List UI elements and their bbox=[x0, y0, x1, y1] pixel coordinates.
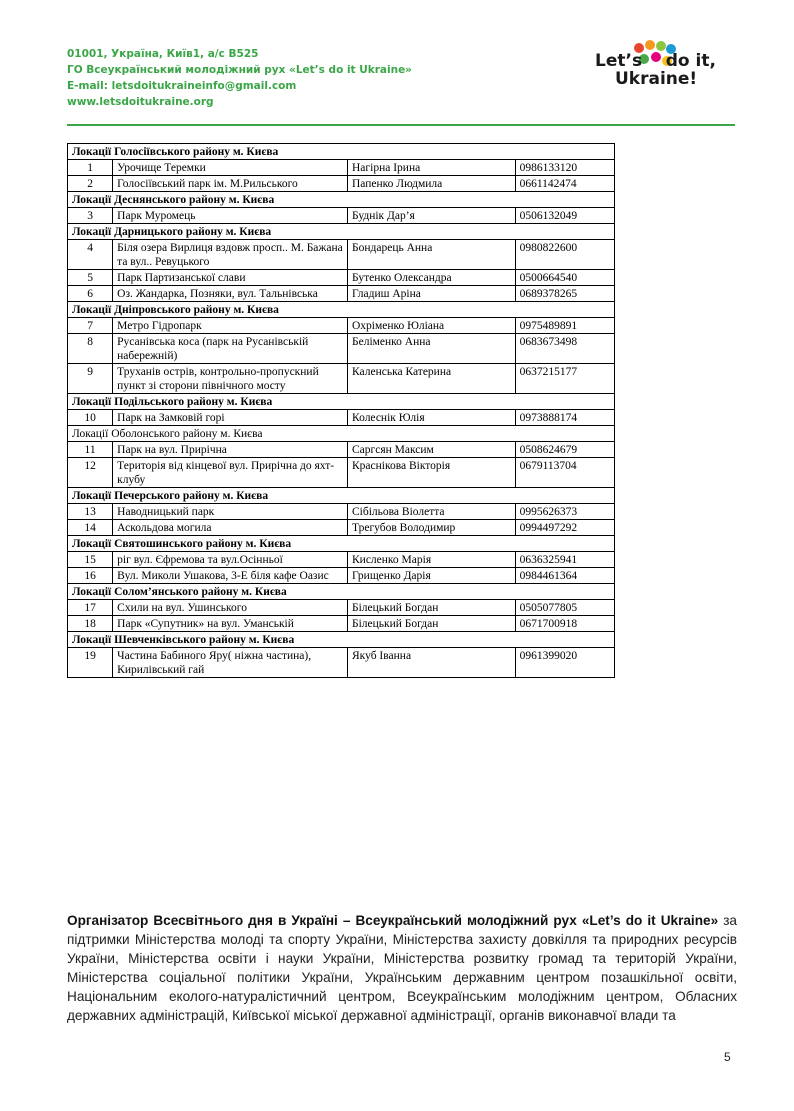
phone-cell: 0505077805 bbox=[515, 600, 614, 616]
coordinator-cell: Гладиш Аріна bbox=[348, 286, 516, 302]
row-number: 16 bbox=[68, 568, 113, 584]
location-cell: Оз. Жандарка, Позняки, вул. Тальнівська bbox=[113, 286, 348, 302]
address-line: 01001, Україна, Київ1, а/с В525 bbox=[67, 48, 259, 60]
location-cell: Голосіївський парк ім. М.Рильського bbox=[113, 176, 348, 192]
coordinator-cell: Бутенко Олександра bbox=[348, 270, 516, 286]
section-header-row bbox=[68, 632, 615, 648]
table-row bbox=[68, 318, 615, 334]
table-row bbox=[68, 270, 615, 286]
section-header-row bbox=[68, 144, 615, 160]
table-row bbox=[68, 568, 615, 584]
organizer-lead: Організатор Всесвітнього дня в Україні – Всеукраїнський молодіжний рух «Let’s do it Ukraine» bbox=[67, 913, 719, 928]
phone-cell: 0995626373 bbox=[515, 504, 614, 520]
organizer-body: за підтримки Міністерства молоді та спорту України, Міністерства захисту довкілля та природних ресурсів України, Міністерства освіти і науки України, Міністерства розвитку громад та територій України, Міністерства соціальної політики України, Українським державним центром позашкільної освіти, Національним еколого-натуралістичний центром, Всеукраїнським молодіжним центром, Обласних державних адміністрацій, Київської міської державної адміністрації, органів виконавчої влади та bbox=[67, 913, 737, 1023]
phone-cell: 0984461364 bbox=[515, 568, 614, 584]
phone-cell: 0994497292 bbox=[515, 520, 614, 536]
header-divider bbox=[67, 124, 735, 126]
coordinator-cell: Краснікова Вікторія bbox=[348, 458, 516, 488]
phone-cell: 0980822600 bbox=[515, 240, 614, 270]
table-row bbox=[68, 458, 615, 488]
phone-cell: 0679113704 bbox=[515, 458, 614, 488]
section-title: Локації Печерського району м. Києва bbox=[68, 488, 615, 504]
section-header-row bbox=[68, 536, 615, 552]
org-line: ГО Всеукраїнський молодіжний рух «Let’s do it Ukraine» bbox=[67, 64, 412, 76]
phone-cell: 0506132049 bbox=[515, 208, 614, 224]
location-cell: Аскольдова могила bbox=[113, 520, 348, 536]
row-number: 11 bbox=[68, 442, 113, 458]
section-header-row bbox=[68, 394, 615, 410]
location-cell: Біля озера Вирлиця вздовж просп.. М. Бажана та вул.. Ревуцького bbox=[113, 240, 348, 270]
logo-wordmark bbox=[595, 52, 716, 88]
coordinator-cell: Кисленко Марія bbox=[348, 552, 516, 568]
email-line[interactable]: E-mail: letsdoitukraineinfo@gmail.com bbox=[67, 80, 297, 92]
phone-cell: 0961399020 bbox=[515, 648, 614, 678]
location-cell: Парк на Замковій горі bbox=[113, 410, 348, 426]
phone-cell: 0975489891 bbox=[515, 318, 614, 334]
location-cell: Схили на вул. Ушинського bbox=[113, 600, 348, 616]
table-row bbox=[68, 552, 615, 568]
coordinator-cell: Папенко Людмила bbox=[348, 176, 516, 192]
section-title: Локації Святошинського району м. Києва bbox=[68, 536, 615, 552]
section-header-row bbox=[68, 426, 615, 442]
section-title: Локації Голосіївського району м. Києва bbox=[68, 144, 615, 160]
phone-cell: 0508624679 bbox=[515, 442, 614, 458]
table-row bbox=[68, 410, 615, 426]
table-row bbox=[68, 160, 615, 176]
letterhead bbox=[67, 46, 727, 116]
table-row bbox=[68, 208, 615, 224]
location-cell: Вул. Миколи Ушакова, 3-Е біля кафе Оазис bbox=[113, 568, 348, 584]
coordinator-cell: Бондарець Анна bbox=[348, 240, 516, 270]
table-row bbox=[68, 648, 615, 678]
location-cell: Парк Партизанської слави bbox=[113, 270, 348, 286]
table-row bbox=[68, 176, 615, 192]
phone-cell: 0986133120 bbox=[515, 160, 614, 176]
coordinator-cell: Охріменко Юліана bbox=[348, 318, 516, 334]
table-row bbox=[68, 334, 615, 364]
row-number: 10 bbox=[68, 410, 113, 426]
letterhead-contacts bbox=[67, 46, 412, 110]
phone-cell: 0671700918 bbox=[515, 616, 614, 632]
phone-cell: 0637215177 bbox=[515, 364, 614, 394]
table-row bbox=[68, 364, 615, 394]
coordinator-cell: Трегубов Володимир bbox=[348, 520, 516, 536]
location-cell: Наводницький парк bbox=[113, 504, 348, 520]
row-number: 19 bbox=[68, 648, 113, 678]
row-number: 1 bbox=[68, 160, 113, 176]
row-number: 15 bbox=[68, 552, 113, 568]
phone-cell: 0661142474 bbox=[515, 176, 614, 192]
section-header-row bbox=[68, 584, 615, 600]
coordinator-cell: Білецький Богдан bbox=[348, 616, 516, 632]
location-cell: Труханів острів, контрольно-пропускний пункт зі сторони північного мосту bbox=[113, 364, 348, 394]
coordinator-cell: Каленська Катерина bbox=[348, 364, 516, 394]
organizer-paragraph bbox=[67, 911, 737, 1025]
section-header-row bbox=[68, 192, 615, 208]
coordinator-cell: Беліменко Анна bbox=[348, 334, 516, 364]
phone-cell: 0973888174 bbox=[515, 410, 614, 426]
row-number: 6 bbox=[68, 286, 113, 302]
section-title: Локації Солом’янського району м. Києва bbox=[68, 584, 615, 600]
location-cell: Парк на вул. Прирічна bbox=[113, 442, 348, 458]
location-cell: Урочище Теремки bbox=[113, 160, 348, 176]
row-number: 5 bbox=[68, 270, 113, 286]
table-row bbox=[68, 240, 615, 270]
phone-cell: 0689378265 bbox=[515, 286, 614, 302]
page-number: 5 bbox=[724, 1050, 731, 1064]
section-title: Локації Дарницького району м. Києва bbox=[68, 224, 615, 240]
coordinator-cell: Якуб Іванна bbox=[348, 648, 516, 678]
lets-do-it-logo bbox=[595, 40, 727, 102]
row-number: 9 bbox=[68, 364, 113, 394]
section-header-row bbox=[68, 302, 615, 318]
location-cell: Метро Гідропарк bbox=[113, 318, 348, 334]
row-number: 13 bbox=[68, 504, 113, 520]
table-row bbox=[68, 616, 615, 632]
coordinator-cell: Колеснік Юлія bbox=[348, 410, 516, 426]
row-number: 4 bbox=[68, 240, 113, 270]
logo-line-1: Let’s do it, bbox=[595, 51, 716, 71]
location-cell: Русанівська коса (парк на Русанівській набережній) bbox=[113, 334, 348, 364]
phone-cell: 0636325941 bbox=[515, 552, 614, 568]
location-cell: Територія від кінцевої вул. Прирічна до яхт-клубу bbox=[113, 458, 348, 488]
locations-table bbox=[67, 143, 615, 678]
section-title: Локації Подільського району м. Києва bbox=[68, 394, 615, 410]
section-header-row bbox=[68, 488, 615, 504]
coordinator-cell: Грищенко Дарія bbox=[348, 568, 516, 584]
coordinator-cell: Сібільова Віолетта bbox=[348, 504, 516, 520]
coordinator-cell: Білецький Богдан bbox=[348, 600, 516, 616]
table-row bbox=[68, 600, 615, 616]
row-number: 7 bbox=[68, 318, 113, 334]
table-row bbox=[68, 504, 615, 520]
logo-line-2: Ukraine! bbox=[615, 69, 698, 89]
phone-cell: 0683673498 bbox=[515, 334, 614, 364]
table-row bbox=[68, 442, 615, 458]
coordinator-cell: Саргсян Максим bbox=[348, 442, 516, 458]
section-title: Локації Шевченківського району м. Києва bbox=[68, 632, 615, 648]
row-number: 8 bbox=[68, 334, 113, 364]
coordinator-cell: Буднік Дар’я bbox=[348, 208, 516, 224]
section-title: Локації Оболонського району м. Києва bbox=[68, 426, 615, 442]
phone-cell: 0500664540 bbox=[515, 270, 614, 286]
section-title: Локації Деснянського району м. Києва bbox=[68, 192, 615, 208]
location-cell: Парк Муромець bbox=[113, 208, 348, 224]
location-cell: Парк «Супутник» на вул. Уманській bbox=[113, 616, 348, 632]
row-number: 12 bbox=[68, 458, 113, 488]
row-number: 3 bbox=[68, 208, 113, 224]
section-title: Локації Дніпровського району м. Києва bbox=[68, 302, 615, 318]
table-row bbox=[68, 286, 615, 302]
row-number: 14 bbox=[68, 520, 113, 536]
coordinator-cell: Нагірна Ірина bbox=[348, 160, 516, 176]
row-number: 2 bbox=[68, 176, 113, 192]
website-line[interactable]: www.letsdoitukraine.org bbox=[67, 96, 214, 108]
location-cell: Частина Бабиного Яру( ніжна частина), Кирилівський гай bbox=[113, 648, 348, 678]
location-cell: ріг вул. Єфремова та вул.Осінньої bbox=[113, 552, 348, 568]
section-header-row bbox=[68, 224, 615, 240]
row-number: 18 bbox=[68, 616, 113, 632]
table-row bbox=[68, 520, 615, 536]
row-number: 17 bbox=[68, 600, 113, 616]
